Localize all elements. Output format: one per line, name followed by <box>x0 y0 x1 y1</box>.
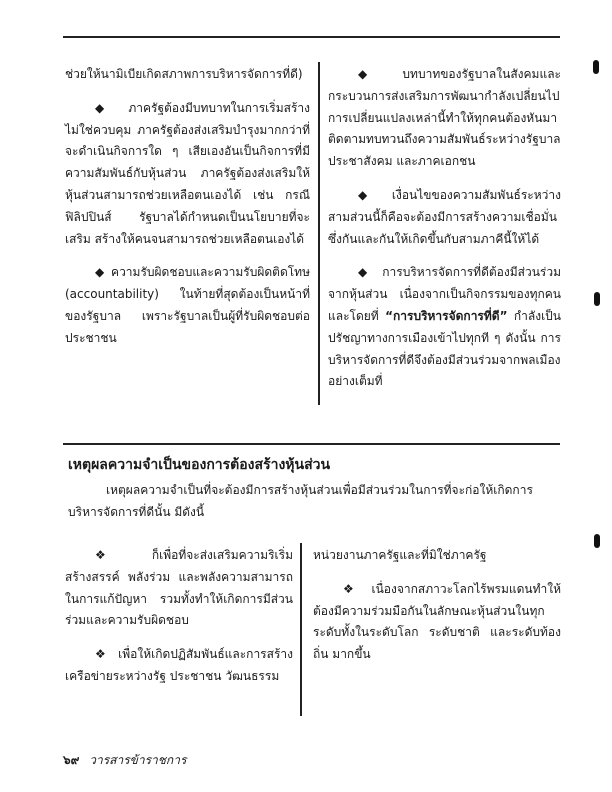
paragraph: ❖ ก็เพื่อที่จะส่งเสริมความริเริ่ม สร้างสรรค์ พลังร่วม และพลังความสามารถในการแก้ปัญหา รวมทั้งทำให้เกิดการมีส่วนร่วมและความรับผิดชอบ <box>65 548 293 628</box>
paragraph: ◆ ความรับผิดชอบและความรับผิดติดโทษ (accountability) ในท้ายที่สุดต้องเป็นหน้าที่ของรัฐบาล เพราะรัฐบาลเป็นผู้ที่รับผิดชอบต่อประชาชน <box>65 265 310 345</box>
section-intro: เหตุผลความจำเป็นที่จะต้องมีการสร้างหุ้นส่วนเพื่อมีส่วนร่วมในการที่จะก่อให้เกิดการบริหารจัดการที่ดีนั้น มีดังนี้ <box>68 483 533 519</box>
paragraph: หน่วยงานภาครัฐและที่มิใช่ภาครัฐ <box>313 548 487 562</box>
paragraph: ❖ เพื่อให้เกิดปฏิสัมพันธ์และการสร้างเครือข่ายระหว่างรัฐ ประชาชน วัฒนธรรม <box>65 647 293 683</box>
paragraph: ◆ ภาครัฐต้องมีบทบาทในการเริ่มสร้าง ไม่ใช่ควบคุม ภาครัฐต้องส่งเสริมบำรุงมากกว่าที่จะดำเนินกิจการใด ๆ เสียเองอันเป็นกิจการที่มีความสัมพันธ์กับหุ้นส่วน ภาครัฐต้องส่งเสริมให้หุ้นส่วนสามารถช่วยเหลือตนเองได้ เช่น กรณีฟิลิปปินส์ รัฐบาลได้กำหนดเป็นนโยบายที่จะเสริม สร้างให้คนจนสามารถช่วยเหลือตนเองได้ <box>65 100 310 246</box>
edge-mark <box>593 60 599 74</box>
edge-mark <box>594 292 600 306</box>
paragraph-text: ◆ การบริหารจัดการที่ดีต้องมีส่วนร่วมจากหุ้นส่วน เนื่องจากเป็นกิจกรรมของทุกคน และโดยที่ <box>328 265 561 323</box>
bold-term: “การบริหารจัดการที่ดี” <box>385 308 508 323</box>
paragraph-text: กำลังเป็นปรัชญาทางการเมืองเข้าไปทุกที ๆ ดังนั้น การบริหารจัดการที่ดีจึงต้องมีส่วนร่วมจากพลเมืองอย่างเต็มที่ <box>328 308 561 389</box>
section-heading: เหตุผลความจำเป็นของการต้องสร้างหุ้นส่วน <box>68 457 331 473</box>
bottom-right-column <box>313 545 561 678</box>
top-left-column <box>65 64 310 362</box>
paragraph: ◆ บทบาทของรัฐบาลในสังคมและกระบวนการส่งเสริมการพัฒนากำลังเปลี่ยนไป การเปลี่ยนแปลงเหล่านี้ทำให้ทุกคนต้องหันมาติดตามทบทวนถึงความสัมพันธ์ระหว่างรัฐบาล ประชาสังคม และภาคเอกชน <box>328 67 561 169</box>
paragraph: ช่วยให้นามิเบียเกิดสภาพการบริหารจัดการที่ดี) <box>65 67 303 81</box>
bottom-column-divider <box>300 543 302 716</box>
paragraph: ❖ เนื่องจากสภาวะโลกไร้พรมแดนทำให้ต้องมีความร่วมมือกันในลักษณะหุ้นส่วนในทุกระดับทั้งในระดับโลก ระดับชาติ และระดับท้องถิ่น มากขึ้น <box>313 581 561 662</box>
paragraph: ◆ เงื่อนไขของความสัมพันธ์ระหว่างสามส่วนนี้ก็คือจะต้องมีการสร้างความเชื่อมั่นซึ่งกันและกันให้เกิดขึ้นกับสามภาคีนี้ให้ได้ <box>328 187 561 246</box>
top-column-divider <box>318 62 320 405</box>
top-right-column <box>328 64 561 405</box>
bottom-left-column <box>65 545 293 700</box>
page-number: ๖๙ <box>63 753 80 767</box>
section-rule <box>63 443 560 445</box>
publication-name: วารสารข้าราชการ <box>89 753 187 767</box>
top-rule <box>63 36 560 38</box>
paragraph <box>328 262 561 393</box>
page-footer <box>63 751 186 770</box>
edge-mark <box>594 534 600 548</box>
